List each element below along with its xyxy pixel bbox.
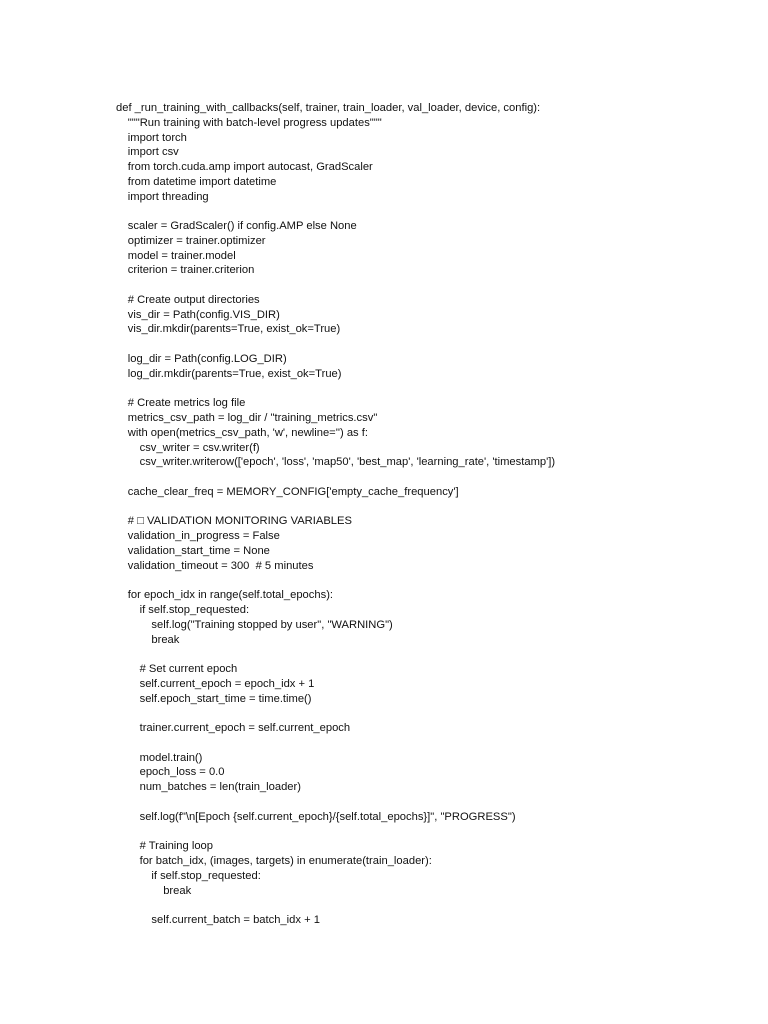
code-line: # Set current epoch: [139, 663, 238, 676]
code-line: for batch_idx, (images, targets) in enumerate(train_loader):: [139, 855, 432, 868]
blank-line: [116, 647, 756, 662]
code-line: self.log("Training stopped by user", "WARNING"): [151, 618, 393, 631]
code-line: from datetime import datetime: [127, 175, 277, 188]
code-line: import threading: [127, 190, 209, 203]
blank-line: [116, 382, 756, 397]
blank-line: [116, 470, 756, 485]
code-line: self.current_epoch = epoch_idx + 1: [139, 677, 315, 690]
code-line: # □ VALIDATION MONITORING VARIABLES: [127, 515, 352, 528]
blank-line: [116, 736, 756, 751]
code-line: import torch: [127, 131, 187, 144]
code-line: # Training loop: [139, 840, 213, 853]
code-line: """Run training with batch-level progress updates""": [127, 116, 382, 129]
blank-line: [116, 795, 756, 810]
code-line: import csv: [127, 146, 179, 159]
code-line: validation_start_time = None: [127, 544, 270, 557]
blank-line: [116, 825, 756, 840]
code-line: optimizer = trainer.optimizer: [127, 234, 266, 247]
code-line: with open(metrics_csv_path, 'w', newline='') as f:: [127, 426, 368, 439]
code-line: metrics_csv_path = log_dir / "training_metrics.csv": [127, 412, 378, 425]
code-block: [116, 101, 756, 928]
code-line: trainer.current_epoch = self.current_epoch: [139, 722, 351, 735]
code-line: log_dir = Path(config.LOG_DIR): [127, 353, 287, 366]
blank-line: [116, 574, 756, 589]
blank-line: [116, 500, 756, 515]
code-line: self.current_batch = batch_idx + 1: [151, 914, 320, 927]
code-line: from torch.cuda.amp import autocast, GradScaler: [127, 161, 373, 174]
code-line: csv_writer = csv.writer(f): [139, 441, 260, 454]
code-line: break: [151, 633, 180, 646]
code-line: if self.stop_requested:: [139, 604, 250, 617]
blank-line: [116, 204, 756, 219]
code-line: # Create output directories: [127, 293, 260, 306]
code-line: for epoch_idx in range(self.total_epochs):: [127, 589, 334, 602]
code-line: epoch_loss = 0.0: [139, 766, 225, 779]
code-line: validation_timeout = 300 # 5 minutes: [127, 559, 314, 572]
code-line: vis_dir = Path(config.VIS_DIR): [127, 308, 280, 321]
blank-line: [116, 337, 756, 352]
code-line: self.epoch_start_time = time.time(): [139, 692, 312, 705]
code-line: num_batches = len(train_loader): [139, 781, 301, 794]
code-line: cache_clear_freq = MEMORY_CONFIG['empty_cache_frequency']: [127, 485, 459, 498]
code-line: vis_dir.mkdir(parents=True, exist_ok=True): [127, 323, 341, 336]
code-line: csv_writer.writerow(['epoch', 'loss', 'map50', 'best_map', 'learning_rate', 'timestamp']): [139, 456, 556, 469]
blank-line: [116, 898, 756, 913]
code-line: self.log(f"\n[Epoch {self.current_epoch}/{self.total_epochs}]", "PROGRESS"): [139, 810, 516, 823]
blank-line: [116, 278, 756, 293]
code-line: break: [163, 884, 192, 897]
code-line: criterion = trainer.criterion: [127, 264, 255, 277]
code-line: model = trainer.model: [127, 249, 236, 262]
code-line: # Create metrics log file: [127, 397, 246, 410]
code-line: def _run_training_with_callbacks(self, trainer, train_loader, val_loader, device, config):: [116, 102, 541, 114]
code-line: model.train(): [139, 751, 203, 764]
code-line: if self.stop_requested:: [151, 869, 261, 882]
code-line: scaler = GradScaler() if config.AMP else None: [127, 220, 357, 233]
code-line: log_dir.mkdir(parents=True, exist_ok=True): [127, 367, 342, 380]
code-line: validation_in_progress = False: [127, 530, 280, 543]
blank-line: [116, 706, 756, 721]
